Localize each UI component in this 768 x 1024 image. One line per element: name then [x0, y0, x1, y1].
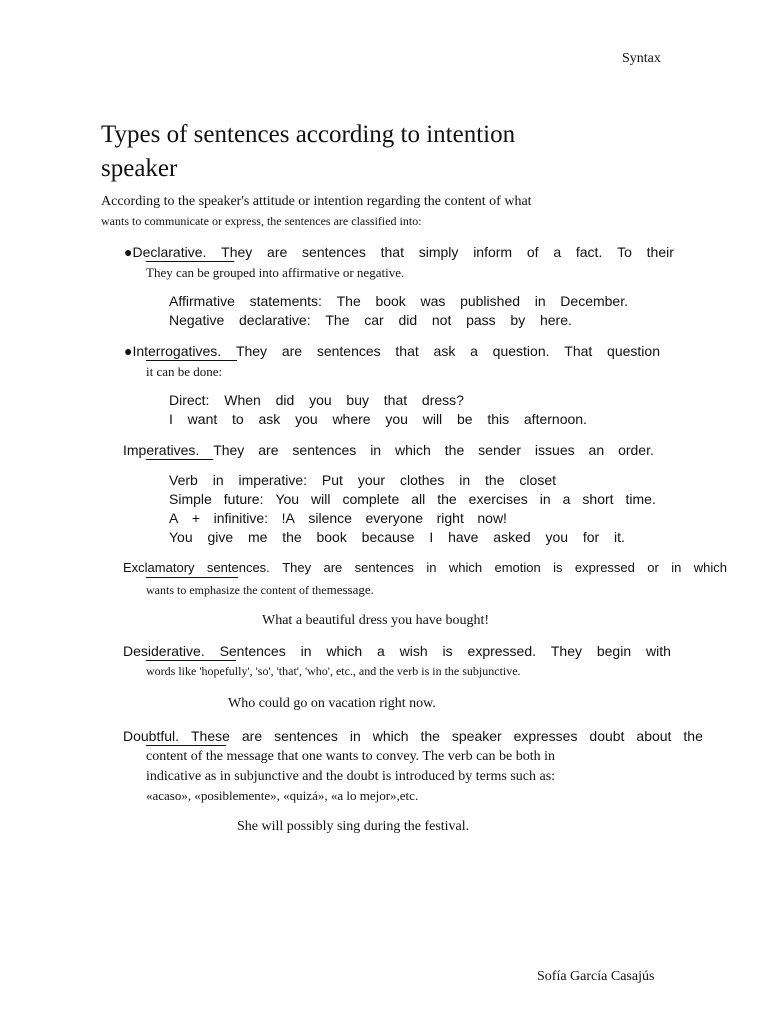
word: it.	[614, 529, 625, 545]
word: in	[539, 491, 551, 507]
word: sender	[478, 442, 521, 458]
word: sentences	[302, 244, 366, 260]
word: A	[169, 510, 179, 526]
word: the	[444, 442, 465, 458]
word: that	[395, 343, 419, 359]
exclamatory-example: What a beautiful dress you have bought!	[262, 613, 490, 628]
exclamatory-underline	[146, 577, 238, 578]
exclamatory-line1	[123, 560, 727, 575]
word: which	[693, 560, 727, 575]
word: are	[323, 560, 343, 575]
word: When	[224, 392, 261, 408]
word: Negative	[169, 312, 225, 328]
word: everyone	[365, 510, 424, 526]
word: Verb	[169, 472, 198, 488]
word: ask	[258, 411, 281, 427]
word: issues	[534, 442, 575, 458]
word: to	[232, 411, 244, 427]
word: sentences	[292, 442, 357, 458]
interrogatives-underline	[146, 360, 237, 361]
word: are	[241, 728, 263, 744]
imperatives-example-4	[169, 529, 625, 545]
word: now!	[477, 510, 507, 526]
word: be	[456, 411, 473, 427]
page-title-line2: speaker	[101, 155, 178, 182]
desiderative-underline	[146, 660, 236, 661]
word: is	[553, 560, 563, 575]
word: expresses	[513, 728, 578, 744]
word: which	[372, 728, 409, 744]
word: You	[275, 491, 300, 507]
word: simply	[418, 244, 459, 260]
page-title	[101, 118, 515, 186]
word: I	[429, 529, 434, 545]
word: Desiderative.	[123, 643, 205, 659]
word: in	[671, 560, 682, 575]
word: for	[582, 529, 600, 545]
word: want	[187, 411, 218, 427]
word: are	[258, 442, 279, 458]
word: infinitive:	[213, 510, 269, 526]
word: did	[275, 392, 295, 408]
word: an	[588, 442, 605, 458]
word: I	[169, 411, 173, 427]
word: statements:	[249, 293, 322, 309]
word: will	[422, 411, 443, 427]
word: you	[545, 529, 569, 545]
word: all	[411, 491, 426, 507]
word: in	[300, 643, 312, 659]
word: emotion	[494, 560, 541, 575]
desiderative-example: Who could go on vacation right now.	[228, 696, 436, 711]
doubtful-underline	[146, 745, 226, 746]
word: silence	[308, 510, 352, 526]
intro-line2: wants to communicate or express, the sentences are classified into:	[101, 214, 422, 228]
word: of	[526, 244, 539, 260]
word: the	[420, 728, 440, 744]
imperatives-example-1	[169, 472, 556, 488]
doubtful-example: She will possibly sing during the festival.	[237, 819, 470, 834]
word: +	[191, 510, 201, 526]
word: They	[282, 560, 312, 575]
word: buy	[346, 392, 369, 408]
word: that	[380, 244, 404, 260]
word: because	[361, 529, 415, 545]
word: question	[607, 343, 660, 359]
word: pass	[466, 312, 496, 328]
word: the	[485, 472, 505, 488]
word: sentences.	[206, 560, 270, 575]
word: doubt	[589, 728, 625, 744]
imperatives-example-2	[169, 491, 656, 507]
word: imperative:	[238, 472, 307, 488]
interrogatives-example-1	[169, 392, 464, 408]
word: clothes	[399, 472, 445, 488]
word: in	[212, 472, 224, 488]
page-title-line1: Types of sentences according to intention	[101, 121, 516, 148]
word: declarative:	[239, 312, 311, 328]
desiderative-line1	[123, 643, 671, 659]
word: order.	[618, 442, 654, 458]
word: a	[553, 244, 562, 260]
word: time.	[625, 491, 656, 507]
declarative-line1	[124, 244, 674, 260]
word: Simple	[169, 491, 212, 507]
doubtful-line3: indicative as in subjunctive and the doubt is introduced by terms such as:	[146, 769, 556, 784]
imperatives-line1	[123, 442, 654, 458]
word: Direct:	[169, 392, 210, 408]
word: their	[646, 244, 674, 260]
word: did	[398, 312, 418, 328]
word: the	[683, 728, 703, 744]
word: begin	[596, 643, 632, 659]
word: have	[448, 529, 479, 545]
exclamatory-line2: wants to emphasize the content of themessage.	[146, 582, 374, 597]
word: you	[295, 411, 318, 427]
intro-line1: According to the speaker's attitude or intention regarding the content of what	[101, 194, 532, 209]
word: complete	[342, 491, 400, 507]
word: They	[221, 244, 253, 260]
word: exercises	[468, 491, 528, 507]
word: car	[364, 312, 384, 328]
word: which	[395, 442, 431, 458]
declarative-example-2	[169, 312, 572, 328]
word: here.	[539, 312, 572, 328]
interrogatives-line1	[124, 343, 660, 359]
doubtful-line4: «acaso», «posiblemente», «quizá», «a lo mejor»,etc.	[146, 788, 419, 803]
word: in	[459, 472, 471, 488]
word: ask	[433, 343, 456, 359]
word: inform	[473, 244, 513, 260]
word: These	[191, 728, 230, 744]
word: in	[349, 728, 361, 744]
word: expressed	[574, 560, 635, 575]
word: short	[582, 491, 614, 507]
word: afternoon.	[523, 411, 587, 427]
footer-author: Sofía García Casajús	[537, 969, 655, 984]
word: speaker	[451, 728, 502, 744]
word: Sentences	[219, 643, 286, 659]
word: Doubtful.	[123, 728, 180, 744]
declarative-underline	[146, 261, 234, 262]
word: future:	[223, 491, 264, 507]
word: was	[420, 293, 446, 309]
word: in	[426, 560, 437, 575]
word: question.	[492, 343, 550, 359]
word: Put	[321, 472, 343, 488]
word: or	[647, 560, 659, 575]
word: a	[562, 491, 571, 507]
word: published	[460, 293, 521, 309]
imperatives-underline	[146, 459, 213, 460]
word: about	[636, 728, 672, 744]
word: which	[326, 643, 363, 659]
word: this	[487, 411, 510, 427]
word: You	[169, 529, 193, 545]
declarative-line2: They can be grouped into affirmative or negative.	[146, 265, 405, 280]
word: sentences	[354, 560, 414, 575]
doubtful-line1	[123, 728, 703, 744]
word: your	[357, 472, 386, 488]
word: wish	[399, 643, 428, 659]
word: a	[470, 343, 478, 359]
word: asked	[493, 529, 531, 545]
word: Exclamatory	[123, 560, 195, 575]
word: The	[336, 293, 361, 309]
word: are	[281, 343, 303, 359]
word: will	[311, 491, 331, 507]
imperatives-example-3	[169, 510, 507, 526]
word: The	[325, 312, 350, 328]
word: where	[332, 411, 371, 427]
word: December.	[560, 293, 628, 309]
word: closet	[519, 472, 556, 488]
word: the	[437, 491, 457, 507]
declarative-example-1	[169, 293, 628, 309]
desiderative-line2: words like 'hopefully', 'so', 'that', 'who', etc., and the verb is in the subjunctive.	[146, 664, 521, 678]
word: in	[370, 442, 382, 458]
word: That	[564, 343, 593, 359]
word: Imperatives.	[123, 442, 200, 458]
word: fact.	[575, 244, 603, 260]
word: in	[534, 293, 546, 309]
word: the	[282, 529, 302, 545]
word: They	[213, 442, 245, 458]
doubtful-line2: content of the message that one wants to convey. The verb can be both in	[146, 749, 555, 764]
word: sentences	[274, 728, 338, 744]
word: that	[383, 392, 408, 408]
word: ●Declarative.	[124, 244, 207, 260]
word: by	[510, 312, 526, 328]
word: Affirmative	[169, 293, 235, 309]
word: you	[385, 411, 408, 427]
interrogatives-example-2	[169, 411, 587, 427]
word: which	[448, 560, 483, 575]
word: !A	[281, 510, 295, 526]
word: dress?	[421, 392, 464, 408]
word: is	[442, 643, 453, 659]
word: ●Interrogatives.	[124, 343, 222, 359]
word: To	[617, 244, 632, 260]
word: sentences	[316, 343, 381, 359]
word: They	[235, 343, 268, 359]
word: with	[645, 643, 671, 659]
header-subject: Syntax	[622, 51, 661, 66]
word: give	[207, 529, 234, 545]
word: not	[431, 312, 452, 328]
word: are	[267, 244, 288, 260]
word: book	[316, 529, 347, 545]
word: right	[436, 510, 464, 526]
word: expressed.	[467, 643, 537, 659]
interrogatives-line2: it can be done:	[146, 364, 223, 379]
word: book	[375, 293, 406, 309]
word: They	[550, 643, 582, 659]
word: me	[247, 529, 268, 545]
word: a	[377, 643, 385, 659]
word: you	[309, 392, 332, 408]
